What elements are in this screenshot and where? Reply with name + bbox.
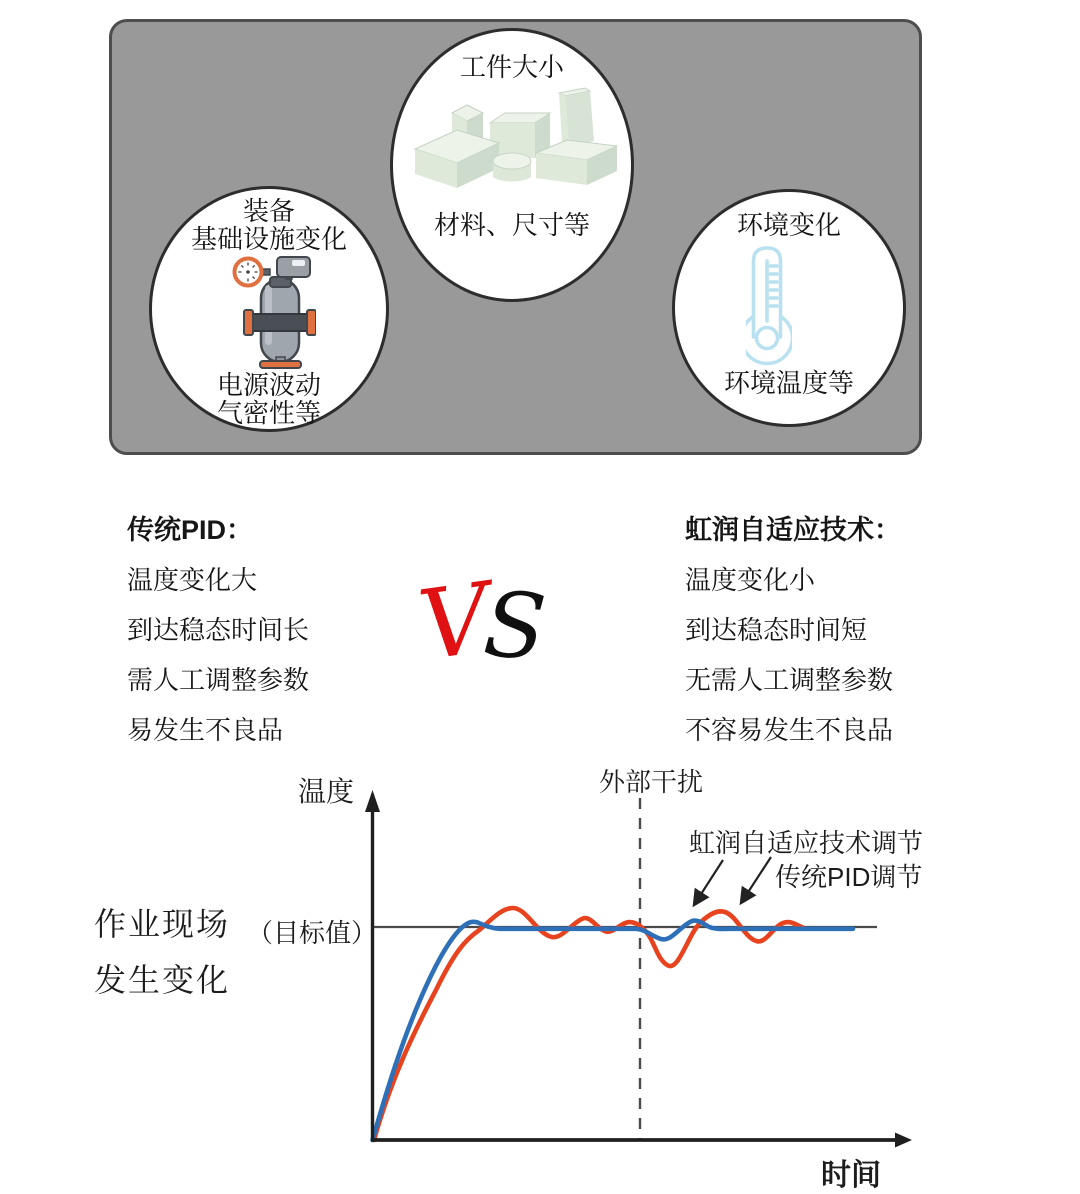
adaptive-tech-heading: 虹润自适应技术： bbox=[685, 515, 901, 545]
adaptive-curve-annotation: 虹润自适应技术调节 bbox=[689, 828, 924, 858]
pid-curve-annotation: 传统PID调节 bbox=[775, 862, 923, 892]
traditional-pid-column bbox=[127, 515, 309, 745]
adaptive-tech-item: 无需人工调整参数 bbox=[685, 665, 894, 695]
environment-title: 环境变化 bbox=[736, 210, 841, 240]
x-axis-arrow bbox=[895, 1133, 912, 1148]
traditional-pid-item: 易发生不良品 bbox=[127, 715, 284, 745]
vs-letter-v: V bbox=[412, 561, 497, 683]
equipment-title-line1: 装备 bbox=[242, 196, 295, 226]
pressure-vessel-icon bbox=[232, 251, 316, 369]
factors-panel bbox=[109, 19, 922, 455]
pid-curve bbox=[374, 908, 803, 1140]
circle-equipment bbox=[149, 186, 389, 432]
traditional-pid-item: 温度变化大 bbox=[127, 565, 258, 595]
adaptive-curve bbox=[373, 921, 854, 1140]
vs-letter-s: S bbox=[480, 571, 550, 682]
workpiece-blocks-image bbox=[409, 83, 621, 189]
pid-annotation-arrow bbox=[741, 857, 771, 903]
traditional-pid-item: 到达稳态时间长 bbox=[127, 615, 310, 645]
traditional-pid-item: 需人工调整参数 bbox=[127, 665, 310, 695]
adaptive-annotation-arrow bbox=[694, 860, 723, 905]
x-axis-label: 时间 bbox=[821, 1159, 881, 1192]
workpiece-caption: 材料、尺寸等 bbox=[433, 210, 590, 240]
scene-label-line1: 作业现场 bbox=[94, 906, 231, 942]
equipment-title-line2: 基础设施变化 bbox=[190, 224, 347, 254]
traditional-pid-heading: 传统PID： bbox=[127, 515, 254, 545]
disturbance-label: 外部干扰 bbox=[599, 767, 704, 797]
equipment-caption-line1: 电源波动 bbox=[216, 370, 321, 400]
target-value-label: （目标值） bbox=[247, 918, 378, 948]
workpiece-title: 工件大小 bbox=[459, 52, 564, 82]
adaptive-tech-item: 温度变化小 bbox=[685, 565, 816, 595]
adaptive-tech-item: 不容易发生不良品 bbox=[685, 715, 894, 745]
equipment-caption-line2: 气密性等 bbox=[216, 398, 321, 428]
circle-workpiece-size bbox=[390, 28, 634, 302]
adaptive-tech-column bbox=[685, 515, 901, 745]
y-axis-label: 温度 bbox=[298, 776, 355, 807]
thermometer-icon bbox=[746, 244, 792, 368]
circle-environment bbox=[672, 189, 906, 427]
y-axis-arrow bbox=[365, 790, 380, 812]
vs-mark bbox=[412, 561, 562, 688]
adaptive-tech-item: 到达稳态时间短 bbox=[685, 615, 868, 645]
environment-caption: 环境温度等 bbox=[723, 368, 854, 398]
scene-label-line2: 发生变化 bbox=[94, 962, 231, 998]
